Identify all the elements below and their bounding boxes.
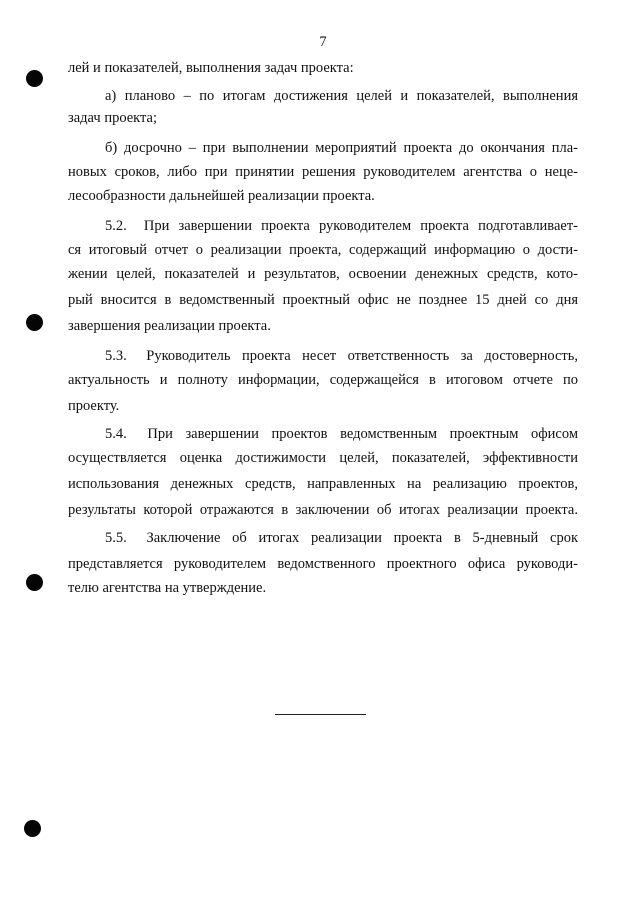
text-line: новых сроков, либо при принятии решения руководителем агентства о неце- xyxy=(68,164,578,180)
text-line: телю агентства на утверждение. xyxy=(68,580,267,596)
text-line: рый вносится в ведомственный проектный офис не позднее 15 дней со дня xyxy=(68,292,578,308)
clause-number: 5.4. xyxy=(105,426,127,442)
numbered-paragraph-first-line xyxy=(105,217,578,235)
text-line: жении целей, показателей и результатов, освоении денежных средств, кото- xyxy=(68,266,578,282)
clause-number: 5.5. xyxy=(105,530,127,546)
numbered-paragraph-first-line xyxy=(105,347,578,365)
clause-number: 5.3. xyxy=(105,348,127,364)
text-line: а) планово – по итогам достижения целей и показателей, выполнения xyxy=(105,88,578,104)
clause-number: 5.2. xyxy=(105,218,127,234)
text-line: б) досрочно – при выполнении мероприятий проекта до окончания пла- xyxy=(105,140,578,156)
text-line: лей и показателей, выполнения задач проекта: xyxy=(68,60,354,76)
text-line: результаты которой отражаются в заключении об итогах реализации проекта. xyxy=(68,502,578,518)
text-line: актуальность и полноту информации, содержащейся в итоговом отчете по xyxy=(68,372,578,388)
punch-hole xyxy=(26,70,43,87)
text-line: Руководитель проекта несет ответственность за достоверность, xyxy=(146,348,579,364)
page-number: 7 xyxy=(319,34,327,50)
text-line: При завершении проектов ведомственным проектным офисом xyxy=(147,426,578,442)
text-line: проекту. xyxy=(68,398,120,414)
text-line: задач проекта; xyxy=(68,110,158,126)
text-line: При завершении проекта руководителем проекта подготавливает- xyxy=(143,218,579,234)
text-line: использования денежных средств, направленных на реализацию проектов, xyxy=(68,476,578,492)
text-line: лесообразности дальнейшей реализации проекта. xyxy=(68,188,375,204)
punch-hole xyxy=(26,314,43,331)
text-line: ся итоговый отчет о реализации проекта, содержащий информацию о дости- xyxy=(68,242,578,258)
numbered-paragraph-first-line xyxy=(105,529,578,547)
numbered-paragraph-first-line xyxy=(105,425,578,443)
text-line: Заключение об итогах реализации проекта в 5-дневный срок xyxy=(146,530,578,546)
text-line: завершения реализации проекта. xyxy=(68,318,271,334)
text-line: представляется руководителем ведомственного проектного офиса руководи- xyxy=(68,556,578,572)
end-separator-line xyxy=(275,714,366,715)
punch-hole xyxy=(24,820,41,837)
punch-hole xyxy=(26,574,43,591)
text-line: осуществляется оценка достижимости целей, показателей, эффективности xyxy=(68,450,578,466)
